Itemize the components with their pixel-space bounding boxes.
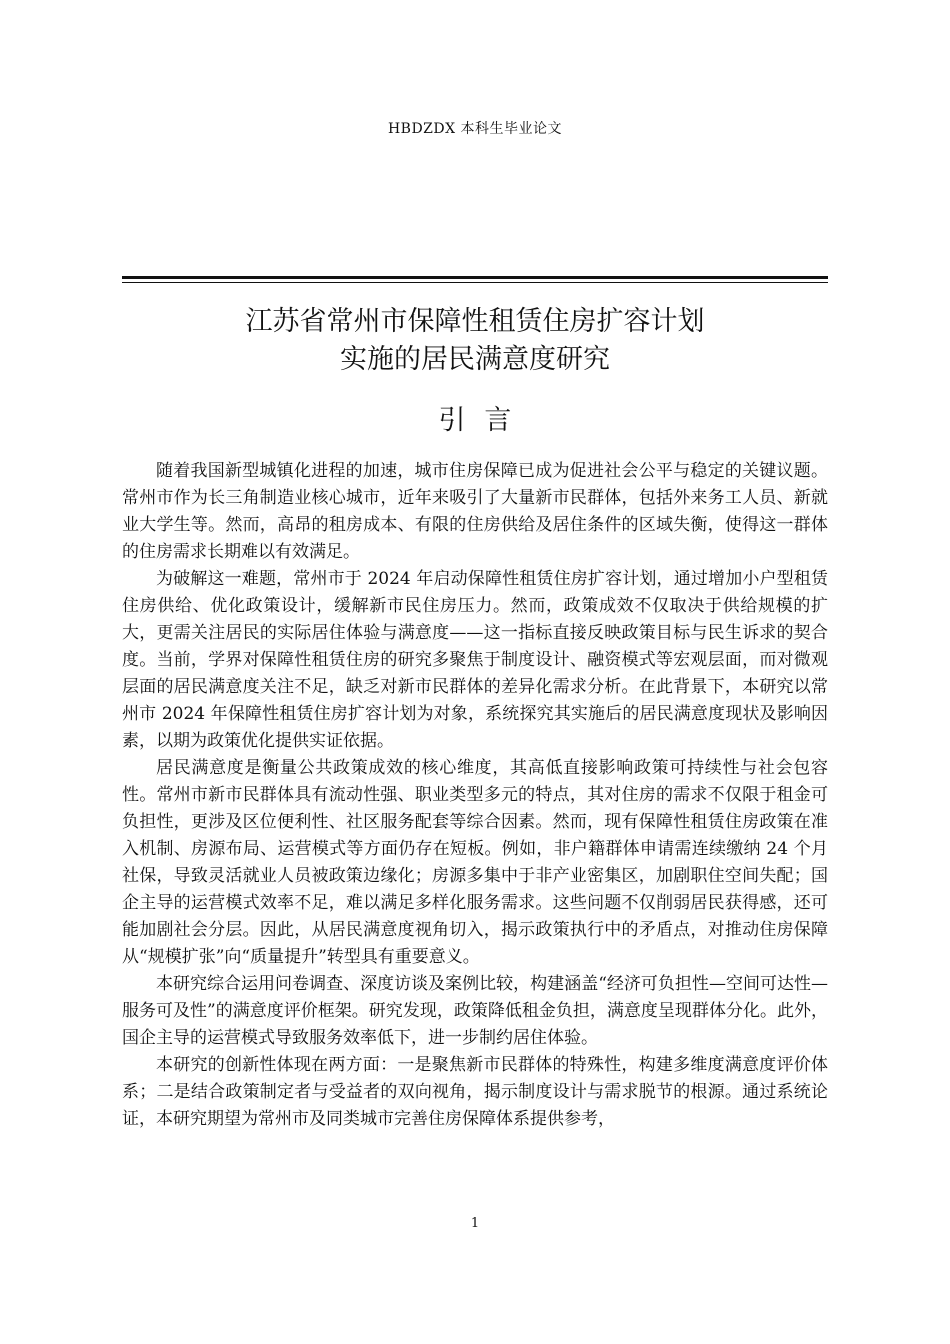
paragraph-2: 为破解这一难题，常州市于 2024 年启动保障性租赁住房扩容计划，通过增加小户型租赁住房供给、优化政策设计，缓解新市民住房压力。然而，政策成效不仅取决于供给规模的扩大，更需关注居民的实际居住体验与满意度——这一指标直接反映政策目标与民生诉求的契合度。当前，学界对保障性租赁住房的研究多聚焦于制度设计、融资模式等宏观层面，而对微观层面的居民满意度关注不足，缺乏对新市民群体的差异化需求分析。在此背景下，本研究以常州市 2024 年保障性租赁住房扩容计划为对象，系统探究其实施后的居民满意度现状及影响因素，以期为政策优化提供实证依据。 — [122, 569, 828, 751]
body-text — [122, 458, 828, 1133]
section-heading-introduction: 引言 — [438, 405, 531, 436]
thesis-title-line-2: 实施的居民满意度研究 — [340, 344, 610, 375]
paragraph-4: 本研究综合运用问卷调查、深度访谈及案例比较，构建涵盖“经济可负担性—空间可达性—服务可及性”的满意度评价框架。研究发现，政策降低租金负担，满意度呈现群体分化。此外，国企主导的运营模式导致服务效率低下，进一步制约居住体验。 — [122, 974, 828, 1048]
header-rule-thick — [122, 276, 828, 279]
thesis-title-line-1: 江苏省常州市保障性租赁住房扩容计划 — [245, 306, 705, 337]
paragraph-1: 随着我国新型城镇化进程的加速，城市住房保障已成为促进社会公平与稳定的关键议题。常州市作为长三角制造业核心城市，近年来吸引了大量新市民群体，包括外来务工人员、新就业大学生等。然而，高昂的租房成本、有限的住房供给及居住条件的区域失衡，使得这一群体的住房需求长期难以有效满足。 — [122, 461, 828, 562]
running-header: HBDZDX 本科生毕业论文 — [387, 121, 563, 137]
paragraph-3: 居民满意度是衡量公共政策成效的核心维度，其高低直接影响政策可持续性与社会包容性。常州市新市民群体具有流动性强、职业类型多元的特点，其对住房的需求不仅限于租金可负担性，更涉及区位便利性、社区服务配套等综合因素。然而，现有保障性租赁住房政策在准入机制、房源布局、运营模式等方面仍存在短板。例如，非户籍群体申请需连续缴纳 24 个月社保，导致灵活就业人员被政策边缘化；房源多集中于非产业密集区，加剧职住空间失配；国企主导的运营模式效率不足，难以满足多样化服务需求。这些问题不仅削弱居民获得感，还可能加剧社会分层。因此，从居民满意度视角切入，揭示政策执行中的矛盾点，对推动住房保障从“规模扩张”向“质量提升”转型具有重要意义。 — [122, 758, 828, 967]
page-number: 1 — [470, 1216, 480, 1231]
header-rule-thin — [122, 282, 828, 283]
paragraph-5: 本研究的创新性体现在两方面：一是聚焦新市民群体的特殊性，构建多维度满意度评价体系；二是结合政策制定者与受益者的双向视角，揭示制度设计与需求脱节的根源。通过系统论证，本研究期望为常州市及同类城市完善住房保障体系提供参考， — [122, 1055, 828, 1129]
